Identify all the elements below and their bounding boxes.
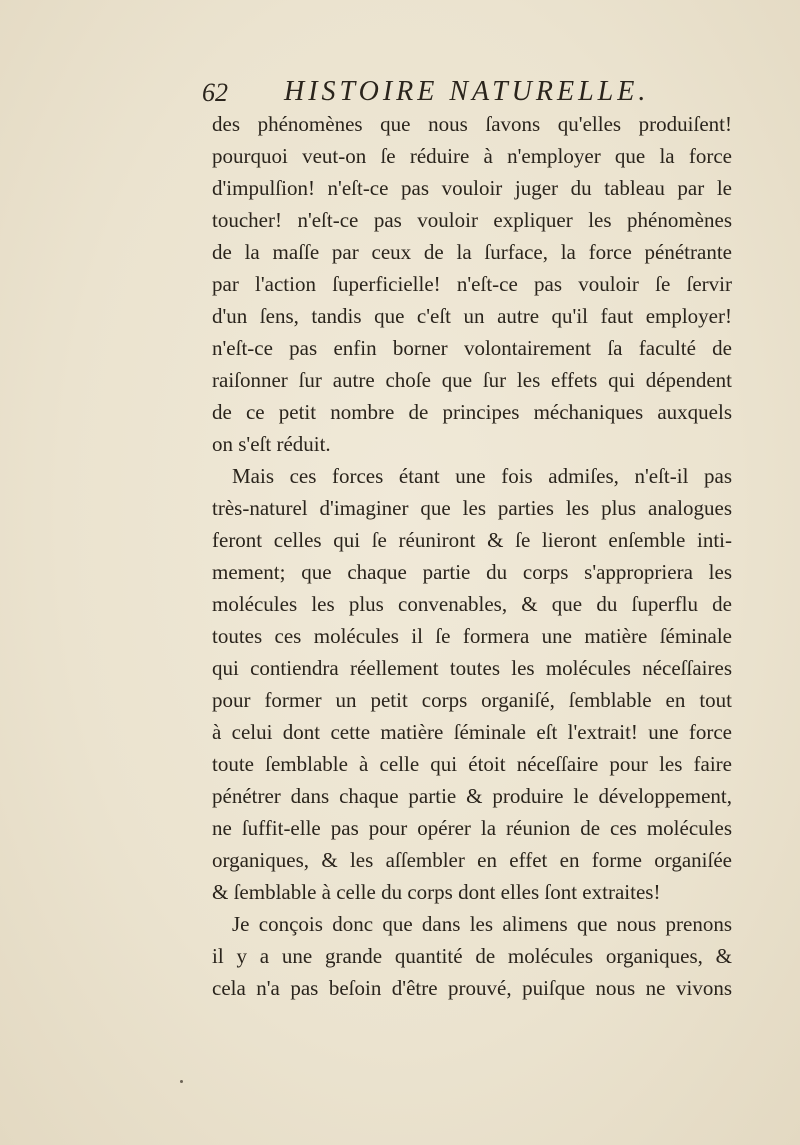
page-number: 62	[202, 78, 228, 107]
running-title: HISTOIRE NATURELLE.	[284, 76, 650, 107]
text-line: organiques, & les aſſembler en effet en forme organiſée	[212, 848, 732, 872]
text-line: mement; que chaque partie du corps s'appropriera les	[212, 560, 732, 584]
text-line: feront celles qui ſe réuniront & ſe lieront enſemble inti-	[212, 528, 732, 552]
text-line: des phénomènes que nous ſavons qu'elles produiſent!	[212, 112, 732, 136]
text-line: d'un ſens, tandis que c'eſt un autre qu'il faut employer!	[212, 304, 732, 328]
text-line: il y a une grande quantité de molécules organiques, &	[212, 944, 732, 968]
text-line: & ſemblable à celle du corps dont elles ſont extraites!	[212, 880, 661, 904]
text-line: toute ſemblable à celle qui étoit néceſſaire pour les faire	[212, 752, 732, 776]
text-line: par l'action ſuperficielle! n'eſt-ce pas vouloir ſe ſervir	[212, 272, 732, 296]
text-line: à celui dont cette matière ſéminale eſt l'extrait! une force	[212, 720, 732, 744]
text-line: pénétrer dans chaque partie & produire le développement,	[212, 784, 732, 808]
paper-speck	[180, 1080, 183, 1083]
text-line: de la maſſe par ceux de la ſurface, la force pénétrante	[212, 240, 732, 264]
text-line: n'eſt-ce pas enfin borner volontairement ſa faculté de	[212, 336, 732, 360]
text-line: on s'eſt réduit.	[212, 432, 331, 456]
text-line: qui contiendra réellement toutes les molécules néceſſaires	[212, 656, 732, 680]
text-line: cela n'a pas beſoin d'être prouvé, puiſque nous ne vivons	[212, 976, 732, 1000]
text-line: Mais ces forces étant une fois admiſes, n'eſt-il pas	[232, 464, 732, 488]
text-line: ne ſuffit-elle pas pour opérer la réunion de ces molécules	[212, 816, 732, 840]
text-line: raiſonner ſur autre choſe que ſur les effets qui dépendent	[212, 368, 732, 392]
text-line: pour former un petit corps organiſé, ſemblable en tout	[212, 688, 732, 712]
text-line: toutes ces molécules il ſe formera une matière ſéminale	[212, 624, 732, 648]
text-line: toucher! n'eſt-ce pas vouloir expliquer les phénomènes	[212, 208, 732, 232]
text-line: Je conçois donc que dans les alimens que nous prenons	[232, 912, 732, 936]
text-line: molécules les plus convenables, & que du ſuperflu de	[212, 592, 732, 616]
text-line: d'impulſion! n'eſt-ce pas vouloir juger du tableau par le	[212, 176, 732, 200]
body-text	[212, 108, 732, 1004]
text-line: pourquoi veut-on ſe réduire à n'employer que la force	[212, 144, 732, 168]
text-line: très-naturel d'imaginer que les parties les plus analogues	[212, 496, 732, 520]
text-line: de ce petit nombre de principes méchaniques auxquels	[212, 400, 732, 424]
